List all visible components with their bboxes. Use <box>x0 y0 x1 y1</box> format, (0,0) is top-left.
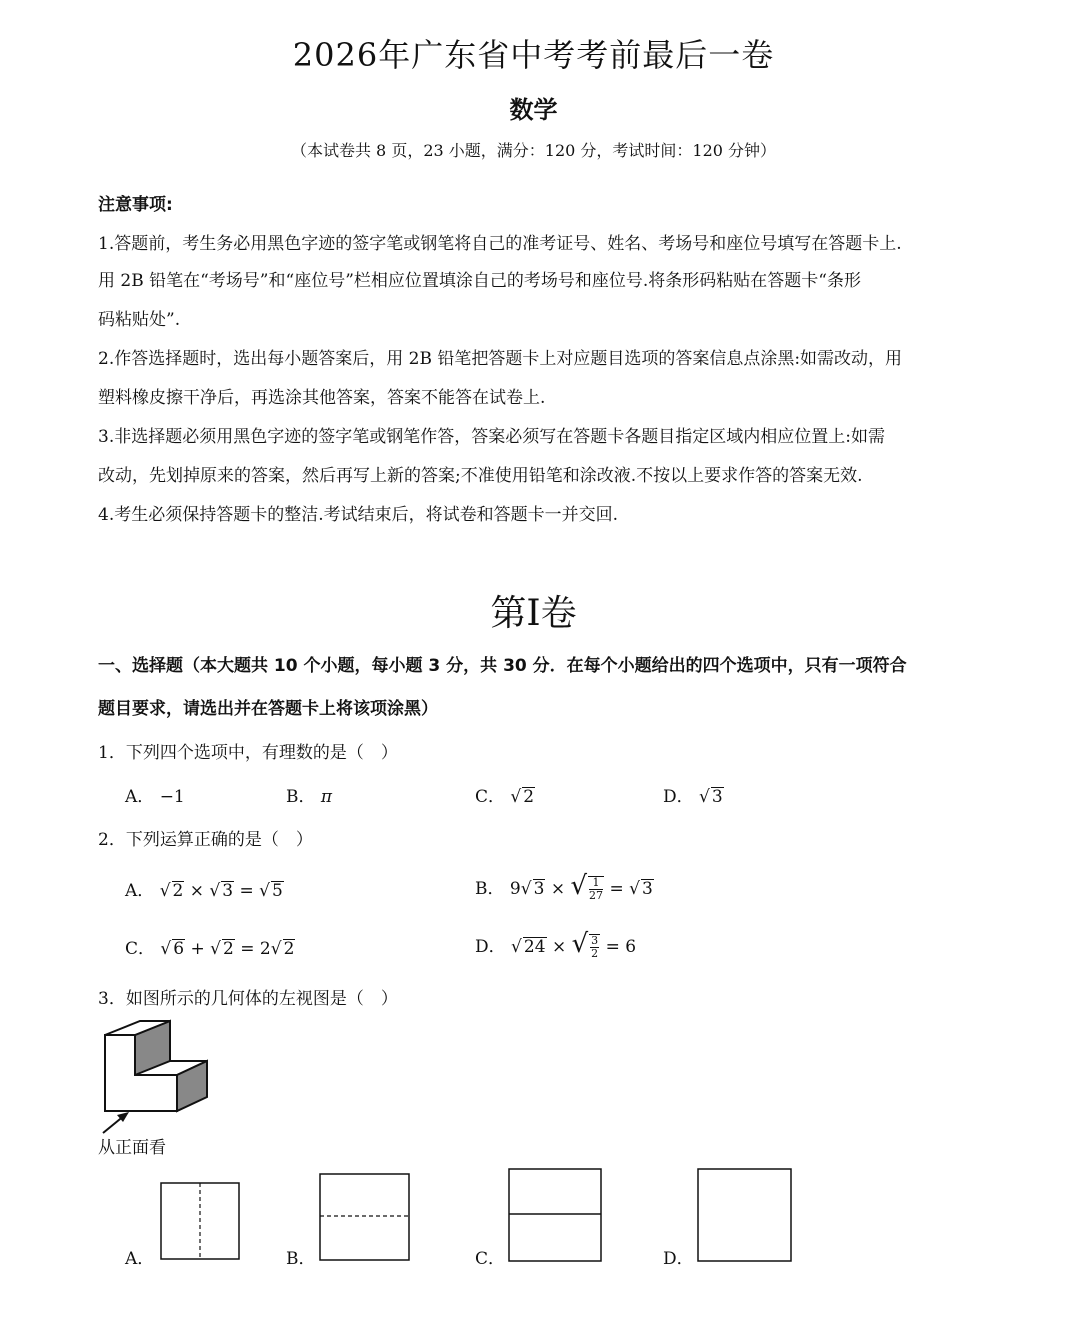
notice-line: 4.考生必须保持答题卡的整洁.考试结束后，将试卷和答题卡一并交回. <box>98 505 619 525</box>
q2-c-r3: 2 <box>283 939 295 959</box>
section-desc-line: 题目要求，请选出并在答题卡上将该项涂黑） <box>98 699 438 719</box>
q2-a-r2: 3 <box>222 881 234 901</box>
q3-b-label: B． <box>286 1249 316 1269</box>
sqrt-sign-icon: √ <box>259 881 270 901</box>
sqrt-sign-icon: √ <box>159 881 171 901</box>
q2-c-op: + <box>190 939 205 959</box>
q1-a-value: −1 <box>159 787 185 807</box>
q1-c-radicand: 2 <box>523 787 535 807</box>
q2-a-label: A． <box>125 881 155 901</box>
sqrt-sign-icon: √ <box>571 929 589 959</box>
q2-c-r2: 2 <box>223 939 234 959</box>
q2-d-fraction <box>590 935 599 959</box>
q1-option-c <box>475 782 535 807</box>
exam-info: （本试卷共 8 页，23 小题，满分：120 分，考试时间：120 分钟） <box>290 141 777 160</box>
q2-option-a <box>125 876 284 901</box>
sqrt-sign-icon: √ <box>511 937 522 957</box>
q1-b-value: π <box>320 787 333 807</box>
q1-d-label: D． <box>663 787 694 807</box>
q2-b-fraction <box>589 877 603 901</box>
q2-b-label: B． <box>475 879 505 899</box>
section-desc-line: 一、选择题（本大题共 10 个小题，每小题 3 分，共 30 分．在每个小题给出的四个选项中，只有一项符合 <box>98 656 907 676</box>
q2-a-r1: 2 <box>172 881 184 901</box>
q2-c-r1: 6 <box>173 939 185 959</box>
sqrt-sign-icon: √ <box>629 879 640 899</box>
q2-a-eq: = <box>239 881 254 901</box>
notice-line: 2.作答选择题时，选出每小题答案后，用 2B 铅笔把答题卡上对应题目选项的答案信息点涂黑:如需改动，用 <box>98 349 903 369</box>
q2-d-op: × <box>551 937 567 957</box>
solid-figure <box>95 1015 225 1140</box>
sqrt-sign-icon: √ <box>160 939 172 959</box>
sqrt-sign-icon: √ <box>209 881 221 901</box>
q2-stem: 2．下列运算正确的是（ ） <box>98 830 313 850</box>
notice-line: 码粘贴处”. <box>98 310 181 330</box>
q2-b-den: 27 <box>589 889 604 902</box>
q1-d-radicand: 3 <box>711 787 723 807</box>
q1-b-label: B． <box>286 787 316 807</box>
q2-b-coef: 9 <box>509 879 521 899</box>
q2-b-eq: = <box>609 879 624 899</box>
q2-option-c <box>125 934 295 959</box>
sqrt-sign-icon: √ <box>570 871 588 901</box>
q2-b-num: 1 <box>589 877 603 890</box>
q2-a-r3: 5 <box>272 881 283 901</box>
q2-b-r3: 3 <box>641 879 653 899</box>
sqrt-sign-icon: √ <box>699 787 710 807</box>
q1-option-a <box>125 782 185 807</box>
q2-c-eq: = <box>240 939 255 959</box>
q3-c-label: C． <box>475 1249 506 1269</box>
notice-heading: 注意事项: <box>98 195 173 215</box>
q3-option-b-view <box>319 1173 410 1261</box>
notice-line: 塑料橡皮擦干净后，再选涂其他答案，答案不能答在试卷上. <box>98 388 546 408</box>
q2-d-label: D． <box>475 937 506 957</box>
q2-d-r1: 24 <box>523 937 546 957</box>
q2-a-op: × <box>189 881 205 901</box>
exam-title: 2026年广东省中考考前最后一卷 <box>292 36 775 74</box>
sqrt-sign-icon: √ <box>270 939 282 959</box>
q2-d-eq: = <box>605 937 620 957</box>
q3-option-a-view <box>160 1182 240 1260</box>
q3-d-label: D． <box>663 1249 694 1269</box>
q2-c-coef: 2 <box>259 939 271 959</box>
sqrt-sign-icon: √ <box>520 879 532 899</box>
q2-option-d <box>475 929 636 960</box>
notice-line: 改动，先划掉原来的答案，然后再写上新的答案;不准使用铅笔和涂改液.不按以上要求作答的答案无效. <box>98 466 863 486</box>
notice-line: 用 2B 铅笔在“考场号”和“座位号”栏相应位置填涂自己的考场号和座位号.将条形码粘贴在答题卡“条形 <box>98 271 861 291</box>
notice-line: 3.非选择题必须用黑色字迹的签字笔或钢笔作答，答案必须写在答题卡各题目指定区域内相应位置上:如需 <box>98 427 885 447</box>
notice-line: 1.答题前，考生务必用黑色字迹的签字笔或钢笔将自己的准考证号、姓名、考场号和座位号填写在答题卡上. <box>98 234 902 254</box>
q3-option-c-view <box>508 1168 602 1262</box>
q1-option-d <box>663 782 724 807</box>
figure-caption: 从正面看 <box>98 1138 166 1158</box>
q1-option-b <box>286 782 332 807</box>
q2-b-r1: 3 <box>533 879 545 899</box>
q1-stem: 1．下列四个选项中，有理数的是（ ） <box>98 743 398 763</box>
q1-c-label: C． <box>475 787 506 807</box>
sqrt-sign-icon: √ <box>510 787 522 807</box>
q3-stem: 3．如图所示的几何体的左视图是（ ） <box>98 989 398 1009</box>
q3-a-label: A． <box>125 1249 155 1269</box>
subject-heading: 数学 <box>509 96 558 124</box>
sqrt-sign-icon: √ <box>210 939 221 959</box>
q2-option-b <box>475 871 654 902</box>
q2-d-den: 2 <box>591 947 599 960</box>
q1-a-label: A． <box>125 787 155 807</box>
q2-c-label: C． <box>125 939 156 959</box>
q2-d-num: 3 <box>591 934 599 948</box>
q3-option-d-view <box>697 1168 792 1262</box>
q2-b-op: × <box>550 879 566 899</box>
section-title: 第I卷 <box>490 593 577 634</box>
q2-d-result: 6 <box>625 937 637 957</box>
